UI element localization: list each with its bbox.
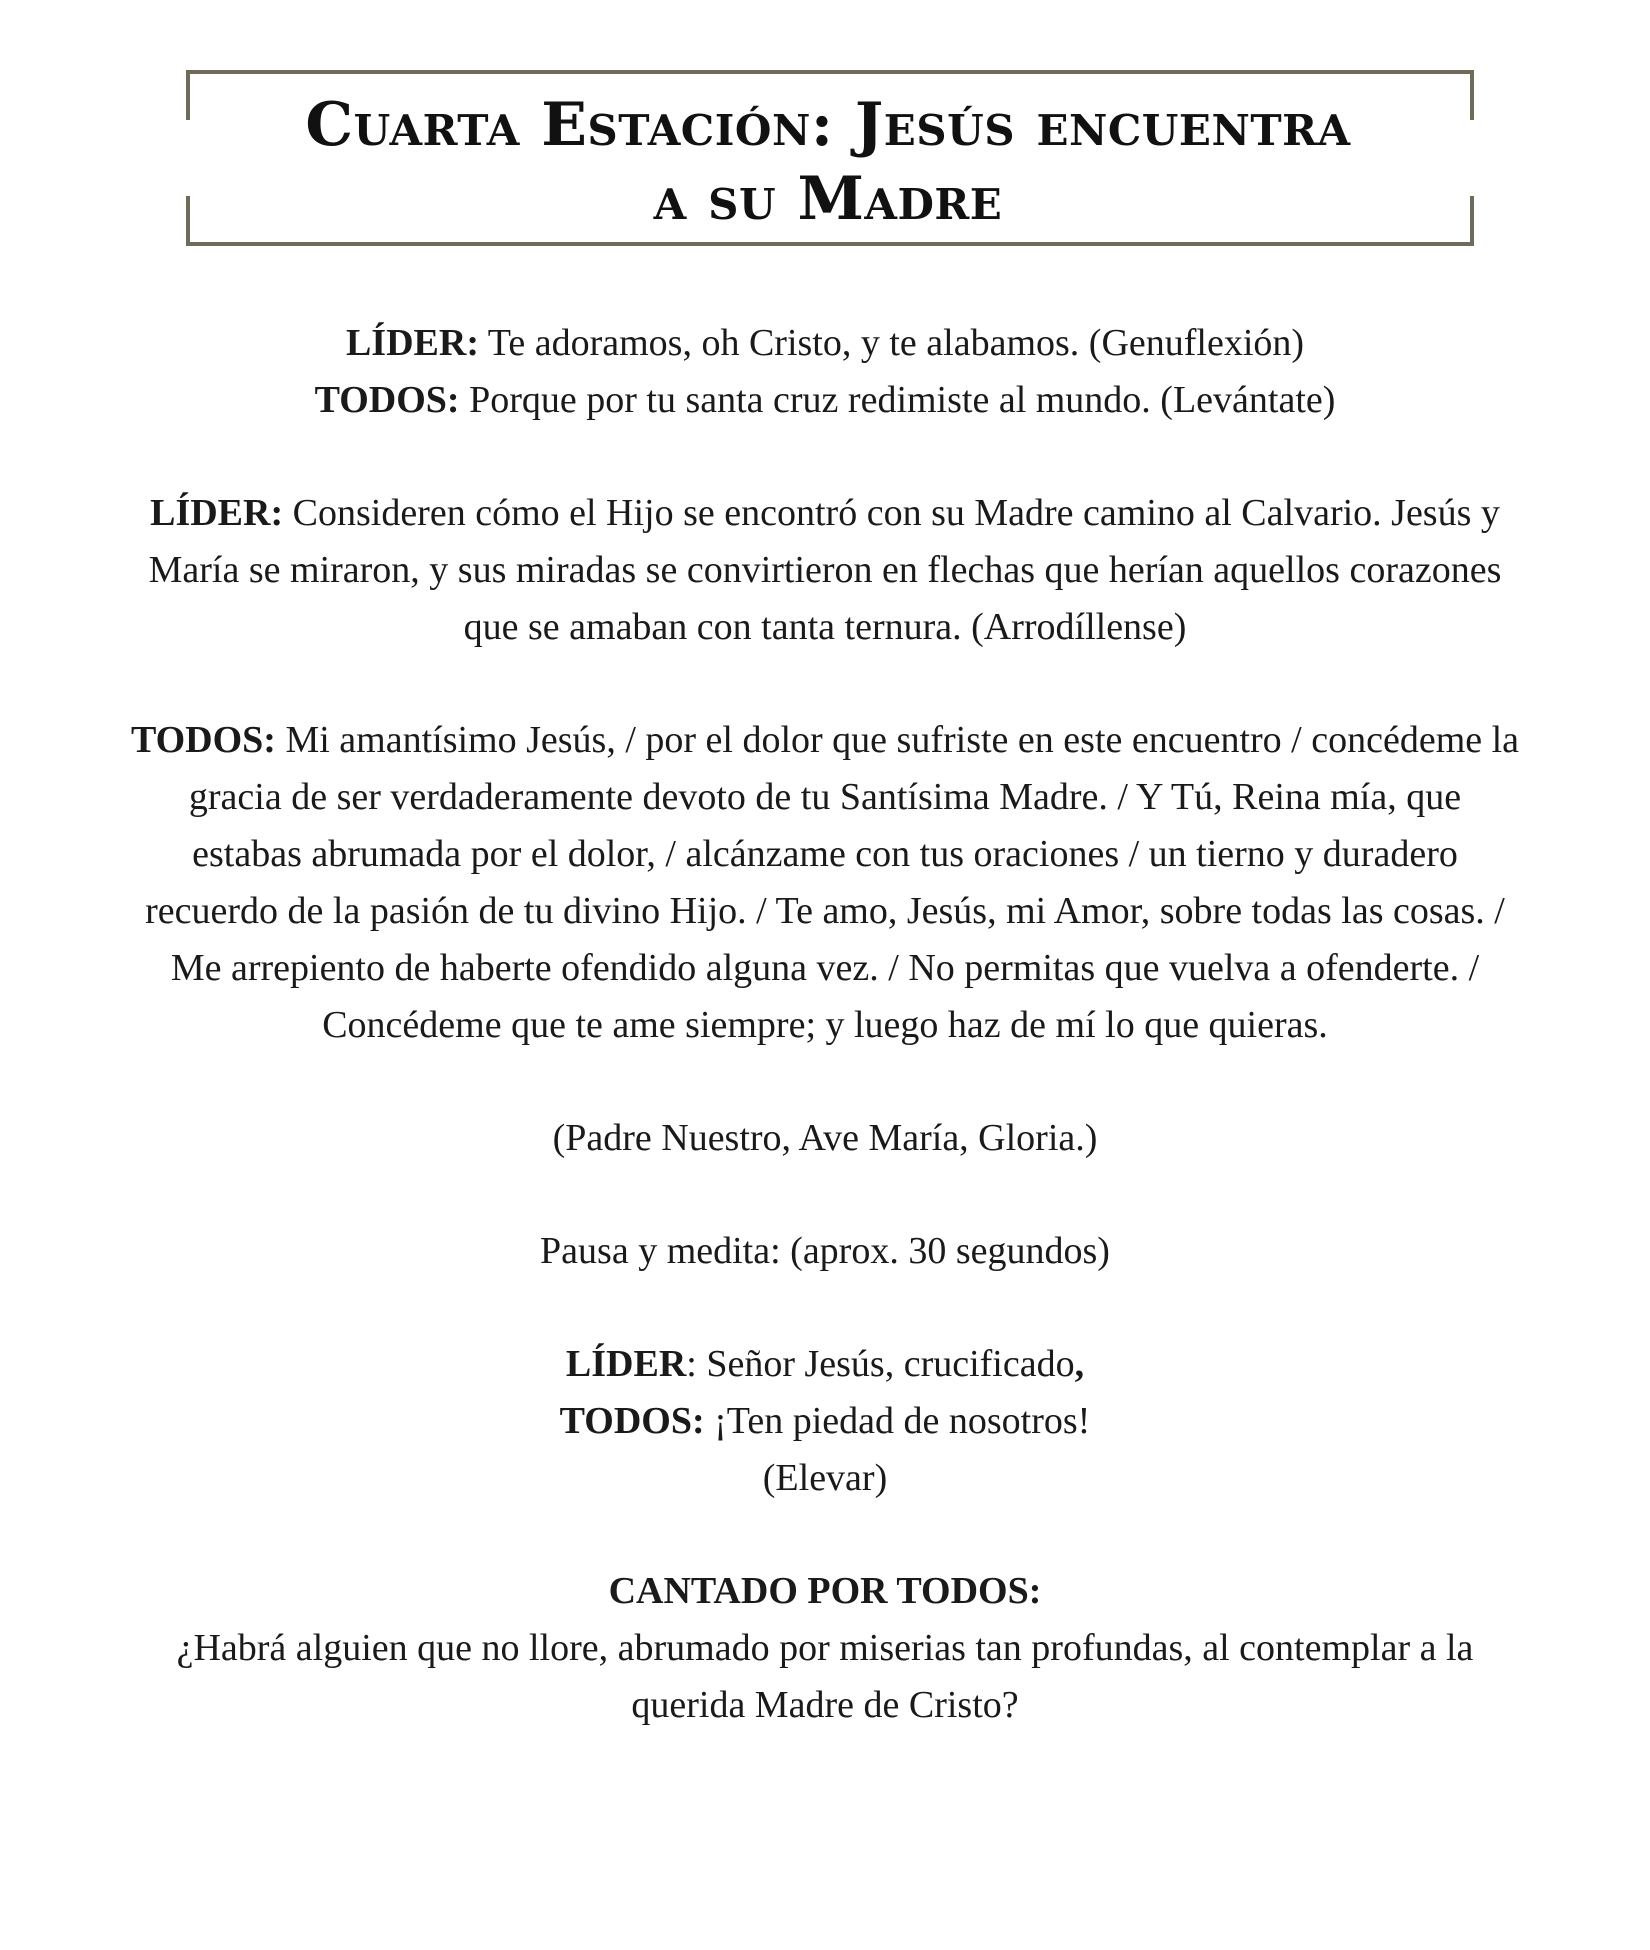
prayer-all-label: TODOS: xyxy=(130,719,276,761)
closing-leader-comma: , xyxy=(1074,1343,1085,1385)
hymn-text: ¿Habrá alguien que no llore, abrumado por miserias tan profundas, al contemplar a la querida Madre de Cristo? xyxy=(176,1627,1474,1726)
prayers-note: (Padre Nuestro, Ave María, Gloria.) xyxy=(552,1117,1098,1159)
closing-leader-line xyxy=(130,1336,1520,1393)
meditation-leader-text: Consideren cómo el Hijo se encontró con su Madre camino al Calvario. Jesús y María se miraron, y sus miradas se convirtieron en flechas que herían aquellos corazones que se amaban con tanta ternura. (Arrodíllense) xyxy=(148,492,1502,648)
opening-all-line xyxy=(130,372,1520,429)
hymn-section xyxy=(130,1563,1520,1734)
page-title xyxy=(206,88,1450,236)
page-title-line-1: Cuarta Estación: Jesús encuentra xyxy=(305,90,1351,160)
closing-acclamation xyxy=(130,1336,1520,1507)
hymn-heading: CANTADO POR TODOS: xyxy=(608,1570,1042,1612)
closing-all-text: ¡Ten piedad de nosotros! xyxy=(704,1400,1091,1442)
pause-note: Pausa y medita: (aprox. 30 segundos) xyxy=(540,1230,1110,1272)
title-frame xyxy=(186,70,1470,246)
opening-leader-label: LÍDER: xyxy=(345,322,479,364)
opening-all-text: Porque por tu santa cruz redimiste al mundo. (Levántate) xyxy=(459,379,1336,421)
opening-all-label: TODOS: xyxy=(314,379,460,421)
closing-all-label: TODOS: xyxy=(559,1400,705,1442)
meditation-leader-label: LÍDER: xyxy=(150,492,284,534)
closing-elevate: (Elevar) xyxy=(762,1457,888,1499)
opening-leader-line xyxy=(130,315,1520,372)
closing-all-line xyxy=(130,1393,1520,1450)
closing-leader-text: : Señor Jesús, crucificado xyxy=(686,1343,1075,1385)
opening-acclamation xyxy=(130,315,1520,429)
prayer-paragraph xyxy=(130,712,1520,1054)
opening-leader-text: Te adoramos, oh Cristo, y te alabamos. (Genuflexión) xyxy=(478,322,1305,364)
closing-leader-label: LÍDER xyxy=(565,1343,687,1385)
page-title-line-2: a su Madre xyxy=(653,164,1003,234)
prayer-all-text: Mi amantísimo Jesús, / por el dolor que sufriste en este encuentro / concédeme la gracia de ser verdaderamente devoto de tu Santísima Madre. / Y Tú, Reina mía, que estabas abrumada por el dolor, / alcánzame con tus oraciones / un tierno y duradero recuerdo de la pasión de tu divino Hijo. / Te amo, Jesús, mi Amor, sobre todas las cosas. / Me arrepiento de haberte ofendido alguna vez. / No permitas que vuelva a ofenderte. / Concédeme que te ame siempre; y luego haz de mí lo que quieras. xyxy=(145,719,1520,1046)
meditation-paragraph xyxy=(130,485,1520,656)
station-content xyxy=(130,315,1520,1790)
